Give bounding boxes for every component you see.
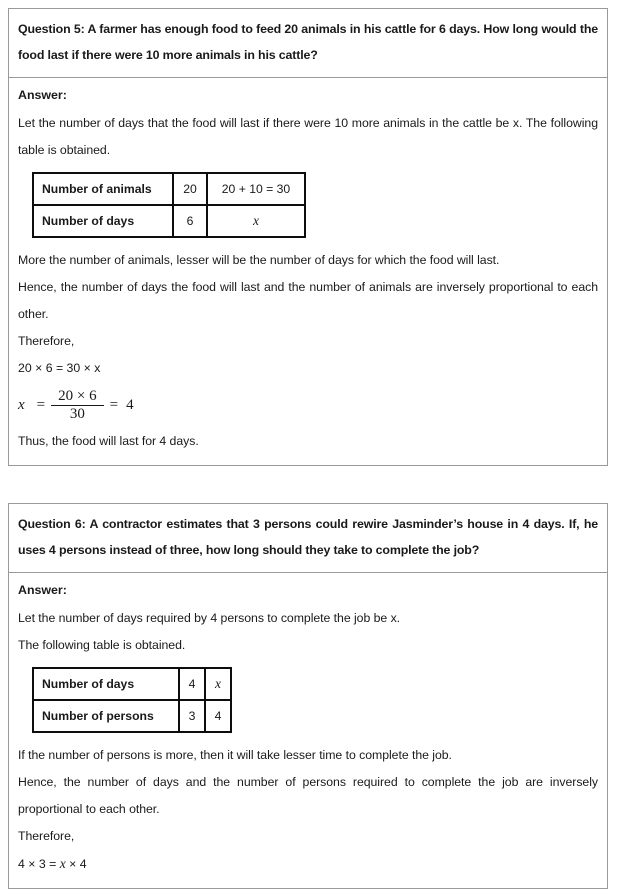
- question-6-header: [9, 504, 607, 573]
- equals-sign-2: =: [109, 397, 119, 413]
- table-row: [33, 700, 231, 732]
- question-6-line-3: Therefore,: [18, 829, 75, 843]
- table-row: [33, 205, 305, 237]
- table-cell-label: Number of animals: [33, 173, 173, 205]
- question-6-line-1: If the number of persons is more, then it will take lesser time to complete the job.: [18, 748, 452, 762]
- question-6-intro-1: Let the number of days required by 4 persons to complete the job be x.: [18, 611, 401, 625]
- question-6-intro-2: The following table is obtained.: [18, 638, 186, 652]
- table-cell-value: 4: [179, 668, 205, 700]
- question-6-table: [32, 667, 232, 733]
- question-6-final-equation: [18, 850, 598, 878]
- table-cell-label: Number of days: [33, 205, 173, 237]
- table-cell-value: 20: [173, 173, 207, 205]
- question-6-title: Question 6: A contractor estimates that 3 persons could rewire Jasminder’s house in 4 days. If, he uses 4 persons instead of three, how long should they take to complete the job?: [18, 517, 598, 557]
- variable-x: x: [253, 213, 259, 228]
- variable-x: x: [215, 676, 221, 691]
- table-cell-label: Number of days: [33, 668, 179, 700]
- question-5-fraction-equation: [18, 389, 598, 422]
- table-cell-label: Number of persons: [33, 700, 179, 732]
- question-5-title: Question 5: A farmer has enough food to feed 20 animals in his cattle for 6 days. How long would the food last if there were 10 more animals in his cattle?: [18, 22, 598, 62]
- table-cell-value: 3: [179, 700, 205, 732]
- table-row: [33, 173, 305, 205]
- fraction: [51, 389, 103, 422]
- question-5-conclusion: Thus, the food will last for 4 days.: [18, 434, 199, 448]
- question-5-line-1: More the number of animals, lesser will be the number of days for which the food will last.: [18, 253, 500, 267]
- table-cell-value: 4: [205, 700, 231, 732]
- question-5-table: [32, 172, 306, 238]
- answer-label-6: Answer:: [18, 583, 67, 597]
- table-cell-value: [205, 668, 231, 700]
- variable-x: x: [59, 856, 66, 871]
- question-box-6: [8, 503, 608, 889]
- question-5-header: [9, 9, 607, 78]
- table-cell-value: [207, 205, 305, 237]
- equation-suffix: × 4: [65, 857, 87, 871]
- question-5-line-2: Hence, the number of days the food will last and the number of animals are inversely proportional to each other.: [18, 280, 598, 321]
- fraction-result: 4: [126, 397, 134, 413]
- question-6-body: [9, 573, 607, 888]
- table-cell-value: 6: [173, 205, 207, 237]
- question-box-5: [8, 8, 608, 466]
- question-5-equation: 20 × 6 = 30 × x: [18, 361, 101, 375]
- question-5-line-3: Therefore,: [18, 334, 75, 348]
- question-5-body: [9, 78, 607, 465]
- fraction-denominator: 30: [69, 406, 85, 422]
- answer-label-5: Answer:: [18, 88, 67, 102]
- equation-prefix: 4 × 3 =: [18, 857, 60, 871]
- table-cell-value: 20 + 10 = 30: [207, 173, 305, 205]
- question-6-line-2: Hence, the number of days and the number of persons required to complete the job are inversely proportional to each other.: [18, 775, 598, 816]
- table-row: [33, 668, 231, 700]
- question-5-intro: Let the number of days that the food will last if there were 10 more animals in the cattle be x. The following table is obtained.: [18, 116, 598, 157]
- fraction-numerator: 20 × 6: [51, 389, 103, 406]
- fraction-variable: x: [18, 397, 25, 413]
- equals-sign: =: [36, 397, 46, 413]
